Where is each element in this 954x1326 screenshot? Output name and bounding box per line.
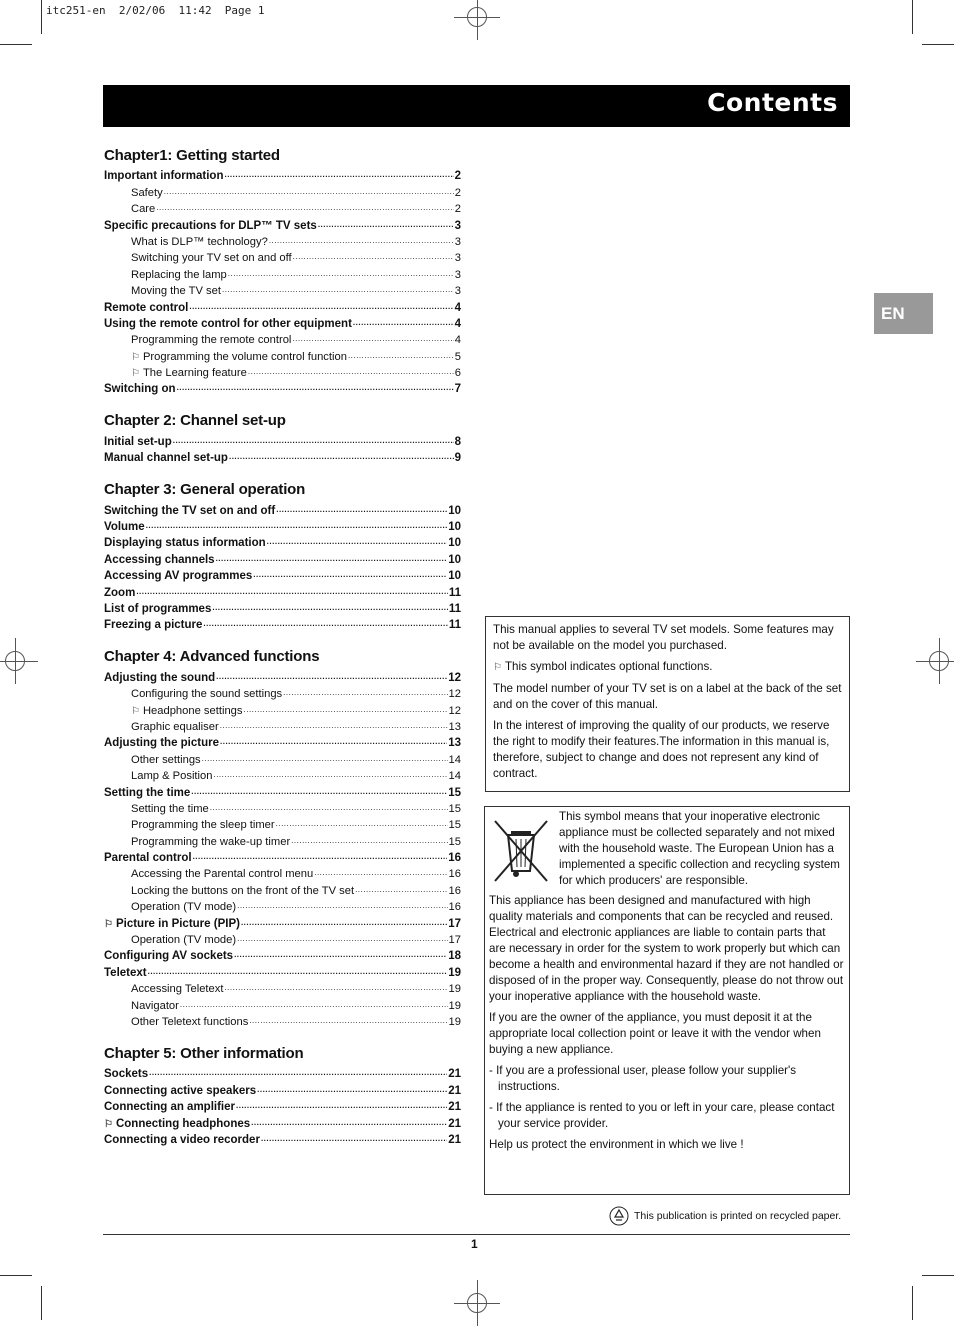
toc-page-number: 19 <box>448 983 461 996</box>
print-slug: itc251-en 2/02/06 11:42 Page 1 <box>46 4 265 17</box>
toc-entry[interactable] <box>104 363 461 379</box>
toc-page-number: 3 <box>454 235 461 248</box>
dot-leader <box>251 1118 447 1128</box>
toc-page-number: 11 <box>448 586 461 599</box>
toc-page-number: 3 <box>454 252 461 265</box>
toc-page-number: 4 <box>454 317 461 330</box>
toc-entry[interactable] <box>104 848 461 864</box>
toc-page-number: 16 <box>448 884 461 897</box>
toc-entry[interactable] <box>104 182 461 198</box>
dot-leader <box>292 334 453 344</box>
info-text: ⚐ This symbol indicates optional functions. <box>493 660 713 673</box>
table-of-contents <box>104 144 461 1162</box>
dot-leader <box>291 836 447 846</box>
toc-page-number: 17 <box>448 934 461 947</box>
toc-entry[interactable] <box>104 379 461 395</box>
toc-entry[interactable] <box>104 684 461 700</box>
registration-mark-icon <box>467 1293 487 1313</box>
toc-entry-label: Safety <box>131 186 163 199</box>
toc-page-number: 9 <box>454 452 461 465</box>
toc-entry-label: What is DLP™ technology? <box>131 235 268 248</box>
dot-leader <box>173 436 454 446</box>
toc-entry[interactable] <box>104 448 461 464</box>
crop-mark <box>0 1275 32 1276</box>
toc-entry[interactable] <box>104 782 461 798</box>
toc-page-number: 3 <box>454 268 461 281</box>
toc-entry[interactable] <box>104 1130 461 1146</box>
toc-entry[interactable] <box>104 913 461 929</box>
dot-leader <box>348 351 454 361</box>
page-title: Contents <box>707 88 838 117</box>
info-text: This manual applies to several TV set models. Some features may not be available on the model you purchased. <box>493 623 834 652</box>
dot-leader <box>136 587 448 597</box>
toc-page-number: 10 <box>448 504 461 517</box>
toc-entry[interactable] <box>104 831 461 847</box>
toc-page-number: 10 <box>448 537 461 550</box>
chapter-section <box>104 647 461 1028</box>
optional-function-icon: ⚐ <box>131 351 140 363</box>
optional-function-icon: ⚐ <box>104 1118 113 1130</box>
toc-entry[interactable] <box>104 799 461 815</box>
toc-entry-label: Adjusting the sound <box>104 671 216 684</box>
dot-leader <box>164 187 454 197</box>
toc-entry-label: Other settings <box>131 753 201 766</box>
toc-page-number: 12 <box>448 671 461 684</box>
registration-mark-icon <box>467 7 487 27</box>
toc-page-number: 13 <box>448 737 461 750</box>
toc-entry[interactable] <box>104 599 461 615</box>
toc-page-number: 7 <box>454 383 461 396</box>
toc-entry[interactable] <box>104 946 461 962</box>
dot-leader <box>276 505 447 515</box>
language-tab: EN <box>874 293 933 334</box>
dot-leader <box>222 285 454 295</box>
dot-leader <box>189 302 453 312</box>
toc-entry-label: Setting the time <box>131 802 209 815</box>
toc-entry-label: Setting the time <box>104 786 191 799</box>
toc-entry-label: Headphone settings <box>142 704 243 717</box>
toc-entry-label: Lamp & Position <box>131 770 213 783</box>
chapter-section <box>104 146 461 395</box>
dot-leader <box>228 269 454 279</box>
toc-entry[interactable] <box>104 1064 461 1080</box>
optional-function-icon: ⚐ <box>493 662 502 673</box>
toc-page-number: 15 <box>448 802 461 815</box>
chapter-section <box>104 1044 461 1146</box>
toc-entry[interactable] <box>104 232 461 248</box>
toc-entry[interactable] <box>104 930 461 946</box>
toc-entry[interactable] <box>104 166 461 182</box>
dot-leader <box>224 170 453 180</box>
toc-page-number: 16 <box>448 868 461 881</box>
dot-leader <box>216 554 448 564</box>
dot-leader <box>224 983 447 993</box>
toc-page-number: 3 <box>454 219 461 232</box>
toc-entry-label: Care <box>131 203 156 216</box>
weee-box <box>484 806 850 1195</box>
dot-leader <box>267 537 448 547</box>
dot-leader <box>148 967 448 977</box>
toc-entry-label: Adjusting the picture <box>104 737 219 750</box>
toc-entry-label: Operation (TV mode) <box>131 934 237 947</box>
optional-function-icon: ⚐ <box>131 705 140 717</box>
optional-function-icon: ⚐ <box>104 918 113 930</box>
crop-mark <box>912 0 913 34</box>
crop-mark <box>0 44 32 45</box>
toc-entry-label: Replacing the lamp <box>131 268 227 281</box>
toc-entry[interactable] <box>104 549 461 565</box>
toc-entry[interactable] <box>104 314 461 330</box>
dot-leader <box>191 787 447 797</box>
recycle-icon <box>609 1206 629 1226</box>
toc-page-number: 21 <box>448 1068 461 1081</box>
registration-mark-icon <box>5 651 25 671</box>
dot-leader <box>193 852 448 862</box>
toc-entry[interactable] <box>104 297 461 313</box>
dot-leader <box>220 721 448 731</box>
toc-page-number: 15 <box>448 786 461 799</box>
toc-entry[interactable] <box>104 1113 461 1129</box>
toc-page-number: 4 <box>454 301 461 314</box>
dot-leader <box>149 1068 447 1078</box>
toc-entry[interactable] <box>104 864 461 880</box>
toc-entry-label: Sockets <box>104 1068 149 1081</box>
toc-page-number: 8 <box>454 435 461 448</box>
toc-page-number: 17 <box>448 917 461 930</box>
toc-entry-label: Connecting active speakers <box>104 1084 257 1097</box>
toc-page-number: 3 <box>454 285 461 298</box>
dot-leader <box>146 521 448 531</box>
toc-page-number: 19 <box>448 1015 461 1028</box>
toc-page-number: 18 <box>448 950 461 963</box>
toc-entry-label: Zoom <box>104 586 136 599</box>
dot-leader <box>261 1134 447 1144</box>
page-number: 1 <box>471 1237 478 1251</box>
dot-leader <box>353 318 454 328</box>
toc-entry-label: Programming the volume control function <box>142 350 347 363</box>
toc-entry-label: Graphic equaliser <box>131 720 219 733</box>
toc-entry-label: Teletext <box>104 966 147 979</box>
dot-leader <box>220 737 447 747</box>
toc-page-number: 2 <box>454 203 461 216</box>
dot-leader <box>229 452 454 462</box>
dot-leader <box>241 918 447 928</box>
toc-page-number: 16 <box>448 852 461 865</box>
chapter-title: Chapter1: Getting started <box>104 147 280 164</box>
toc-entry[interactable] <box>104 995 461 1011</box>
chapter-title: Chapter 5: Other information <box>104 1044 304 1062</box>
dot-leader <box>236 1101 447 1111</box>
chapter-title: Chapter 3: General operation <box>104 481 306 499</box>
dot-leader <box>249 1016 447 1026</box>
toc-page-number: 19 <box>448 966 461 979</box>
toc-page-number: 11 <box>448 602 461 615</box>
dot-leader <box>203 619 447 629</box>
toc-entry[interactable] <box>104 533 461 549</box>
toc-entry[interactable] <box>104 880 461 896</box>
toc-page-number: 2 <box>454 170 461 183</box>
dot-leader <box>216 672 447 682</box>
dot-leader <box>355 885 447 895</box>
dot-leader <box>283 688 447 698</box>
toc-entry-label: Specific precautions for DLP™ TV sets <box>104 219 317 232</box>
toc-entry[interactable] <box>104 700 461 716</box>
toc-entry[interactable] <box>104 500 461 516</box>
toc-entry-label: Accessing Teletext <box>131 983 224 996</box>
toc-entry-label: List of programmes <box>104 602 212 615</box>
toc-page-number: 10 <box>448 521 461 534</box>
weee-intro: This symbol means that your inoperative electronic appliance must be collected separately and not mixed with the household waste. The European Union has a implemented a specific collection and recycling system for which producers' are responsible. <box>559 810 840 887</box>
toc-page-number: 10 <box>448 553 461 566</box>
dot-leader <box>276 819 448 829</box>
toc-entry-label: The Learning feature <box>142 367 247 380</box>
dot-leader <box>314 868 447 878</box>
toc-entry[interactable] <box>104 582 461 598</box>
toc-entry-label: Other Teletext functions <box>131 1015 249 1028</box>
dot-leader <box>293 252 454 262</box>
toc-entry[interactable] <box>104 815 461 831</box>
toc-page-number: 21 <box>448 1133 461 1146</box>
dot-leader <box>234 950 447 960</box>
toc-page-number: 5 <box>454 350 461 363</box>
toc-entry-label: Locking the buttons on the front of the TV set <box>131 884 355 897</box>
optional-function-icon: ⚐ <box>131 368 140 380</box>
weee-paragraph: - If you are a professional user, please follow your supplier's instructions. <box>489 1064 797 1093</box>
toc-entry-label: Initial set-up <box>104 435 172 448</box>
toc-entry-label: Programming the wake-up timer <box>131 835 291 848</box>
toc-entry-label: Connecting headphones <box>115 1117 251 1130</box>
weee-paragraph: Help us protect the environment in which we live ! <box>489 1138 744 1151</box>
dot-leader <box>244 705 448 715</box>
toc-page-number: 12 <box>448 688 461 701</box>
toc-entry-label: Switching your TV set on and off <box>131 252 292 265</box>
toc-entry-label: Using the remote control for other equipment <box>104 317 352 330</box>
toc-entry[interactable] <box>104 1080 461 1096</box>
toc-page-number: 19 <box>448 999 461 1012</box>
info-text: The model number of your TV set is on a label at the back of the set and on the cover of this manual. <box>493 682 842 711</box>
toc-entry-label: Switching the TV set on and off <box>104 504 276 517</box>
toc-page-number: 13 <box>448 720 461 733</box>
toc-entry-label: Displaying status information <box>104 537 266 550</box>
toc-entry-label: Accessing channels <box>104 553 215 566</box>
dot-leader <box>180 1000 448 1010</box>
toc-page-number: 6 <box>454 367 461 380</box>
info-box <box>485 616 850 792</box>
weee-paragraph: - If the appliance is rented to you or left in your care, please contact your service provider. <box>489 1101 835 1130</box>
toc-page-number: 21 <box>448 1084 461 1097</box>
toc-entry-label: Programming the sleep timer <box>131 819 275 832</box>
dot-leader <box>210 803 448 813</box>
toc-page-number: 4 <box>454 334 461 347</box>
dot-leader <box>237 934 447 944</box>
chapter-title: Chapter 2: Channel set-up <box>104 412 286 430</box>
toc-page-number: 21 <box>448 1117 461 1130</box>
chapter-section <box>104 411 461 464</box>
toc-entry-label: Operation (TV mode) <box>131 901 237 914</box>
toc-page-number: 15 <box>448 819 461 832</box>
title-bar <box>103 85 850 127</box>
weee-paragraph: If you are the owner of the appliance, you must deposit it at the appropriate local collection point or leave it with the vendor when buying a new appliance. <box>489 1011 821 1056</box>
toc-entry[interactable] <box>104 766 461 782</box>
toc-entry[interactable] <box>104 264 461 280</box>
toc-entry-label: Remote control <box>104 301 189 314</box>
toc-entry[interactable] <box>104 281 461 297</box>
recycled-note: This publication is printed on recycled paper. <box>609 1206 841 1226</box>
toc-entry-label: Switching on <box>104 383 176 396</box>
toc-entry[interactable] <box>104 431 461 447</box>
toc-entry-label: Picture in Picture (PIP) <box>115 917 240 930</box>
toc-entry[interactable] <box>104 566 461 582</box>
toc-entry[interactable] <box>104 517 461 533</box>
toc-page-number: 10 <box>448 570 461 583</box>
footer-rule <box>103 1234 850 1235</box>
info-text: In the interest of improving the quality of our products, we reserve the right to modify their features.The information in this manual is, therefore, subject to change and does not represent any kind of contract. <box>493 719 830 780</box>
toc-entry[interactable] <box>104 733 461 749</box>
toc-entry-label: Accessing AV programmes <box>104 570 253 583</box>
toc-entry[interactable] <box>104 1012 461 1028</box>
toc-entry-label: Configuring the sound settings <box>131 688 283 701</box>
toc-entry[interactable] <box>104 215 461 231</box>
weee-paragraph: This appliance has been designed and manufactured with high quality materials and components that can be recycled and reused. Electrical and electronic appliances are liable to contain parts that are necessary in order for the system to work properly but which can become a health and environmental hazard if they are not handled or disposed of in the proper way. Consequently, please do not throw out your inoperative appliance with the household waste. <box>489 894 844 1003</box>
toc-page-number: 2 <box>454 186 461 199</box>
toc-entry[interactable] <box>104 667 461 683</box>
crop-mark <box>912 1286 913 1320</box>
toc-page-number: 14 <box>448 770 461 783</box>
dot-leader <box>202 754 448 764</box>
dot-leader <box>257 1085 447 1095</box>
dot-leader <box>213 770 447 780</box>
toc-entry[interactable] <box>104 897 461 913</box>
toc-entry-label: Volume <box>104 521 145 534</box>
toc-entry[interactable] <box>104 615 461 631</box>
toc-page-number: 21 <box>448 1101 461 1114</box>
crop-mark <box>922 44 954 45</box>
dot-leader <box>269 236 454 246</box>
dot-leader <box>318 220 454 230</box>
toc-page-number: 16 <box>448 901 461 914</box>
crop-mark <box>41 0 42 34</box>
toc-entry[interactable] <box>104 749 461 765</box>
toc-entry[interactable] <box>104 1097 461 1113</box>
toc-entry-label: Connecting a video recorder <box>104 1133 260 1146</box>
dot-leader <box>177 383 454 393</box>
toc-entry-label: Navigator <box>131 999 179 1012</box>
registration-mark-icon <box>929 651 949 671</box>
toc-entry-label: Important information <box>104 170 224 183</box>
toc-entry[interactable] <box>104 346 461 362</box>
crop-mark <box>922 1275 954 1276</box>
toc-entry-label: Programming the remote control <box>131 334 292 347</box>
dot-leader <box>156 203 454 213</box>
toc-page-number: 14 <box>448 753 461 766</box>
crop-mark <box>41 1286 42 1320</box>
toc-entry[interactable] <box>104 199 461 215</box>
dot-leader <box>212 603 447 613</box>
toc-entry-label: Accessing the Parental control menu <box>131 868 314 881</box>
dot-leader <box>253 570 447 580</box>
toc-entry-label: Manual channel set-up <box>104 452 228 465</box>
toc-page-number: 15 <box>448 835 461 848</box>
toc-entry-label: Moving the TV set <box>131 285 221 298</box>
toc-entry[interactable] <box>104 330 461 346</box>
chapter-section <box>104 480 461 631</box>
dot-leader <box>248 367 454 377</box>
chapter-title: Chapter 4: Advanced functions <box>104 648 320 666</box>
dot-leader <box>237 901 447 911</box>
toc-entry-label: Freezing a picture <box>104 619 203 632</box>
toc-entry[interactable] <box>104 979 461 995</box>
toc-page-number: 12 <box>448 704 461 717</box>
toc-entry[interactable] <box>104 248 461 264</box>
toc-entry-label: Connecting an amplifier <box>104 1101 235 1114</box>
toc-entry[interactable] <box>104 717 461 733</box>
toc-entry-label: Parental control <box>104 852 192 865</box>
toc-page-number: 11 <box>448 619 461 632</box>
toc-entry-label: Configuring AV sockets <box>104 950 234 963</box>
crossed-out-bin-icon <box>491 817 551 887</box>
toc-entry[interactable] <box>104 962 461 978</box>
